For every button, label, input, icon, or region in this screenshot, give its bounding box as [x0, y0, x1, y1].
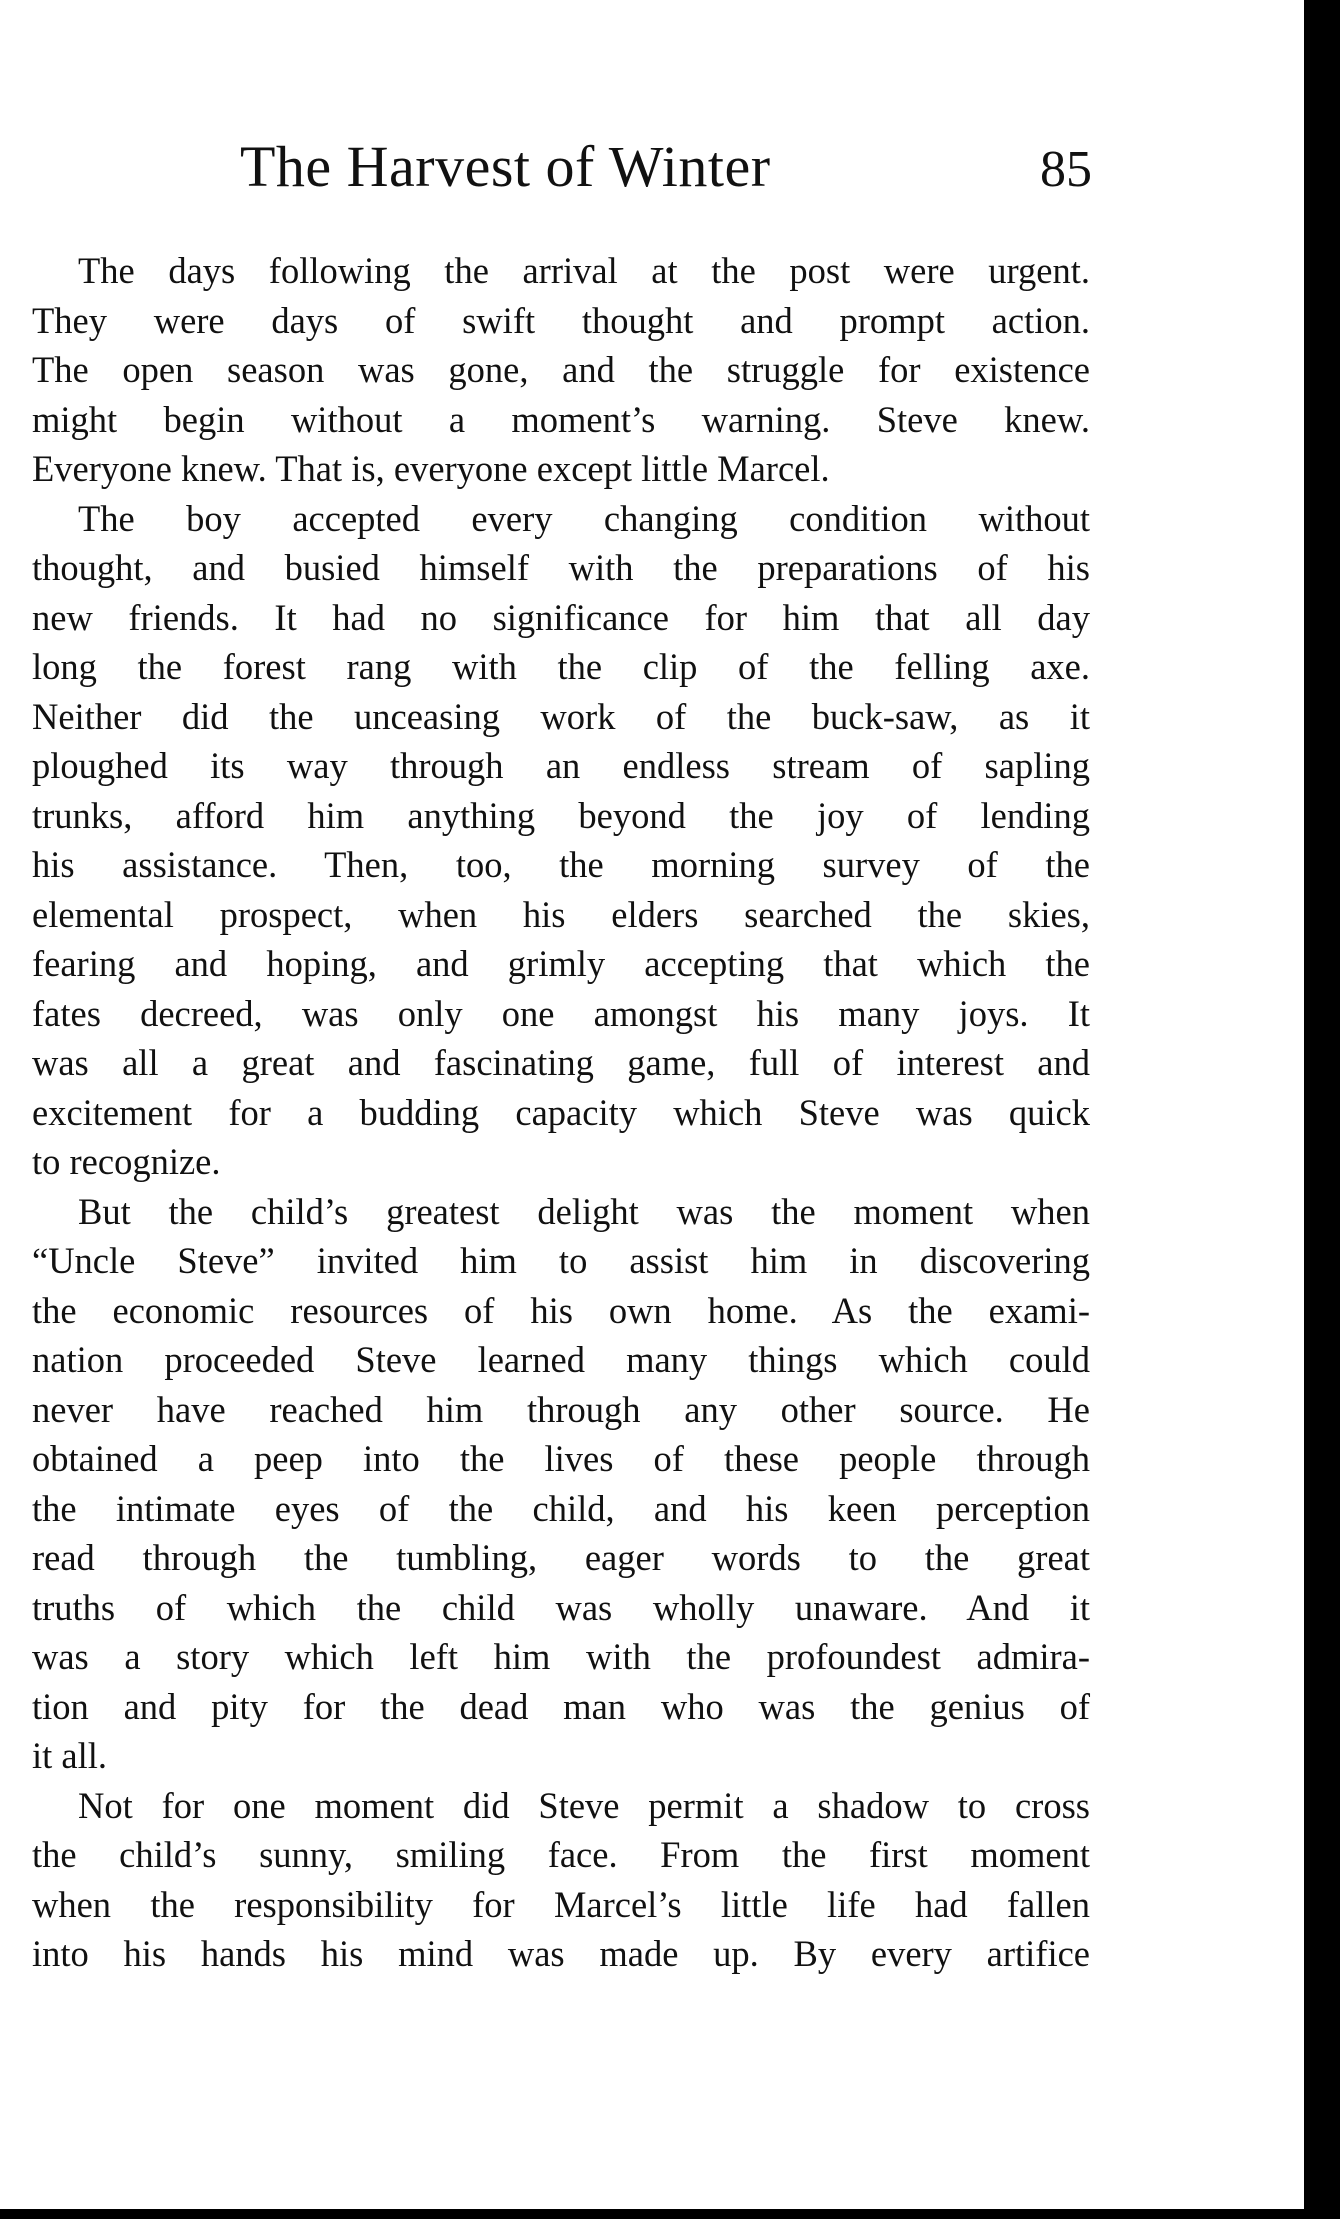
text-line: new friends. It had no significance for him that all day	[32, 596, 1090, 638]
text-line: was all a great and fascinating game, full of interest and	[32, 1042, 1090, 1083]
text-line: excitement for a budding capacity which Steve was quick	[32, 1091, 1090, 1133]
text-line: his assistance. Then, too, the morning survey of the	[32, 844, 1090, 885]
text-line: But the child’s greatest delight was the moment when	[78, 1190, 1090, 1232]
text-line: it all.	[32, 1735, 108, 1776]
text-line: the economic resources of his own home. As the exami-	[32, 1289, 1090, 1331]
text-line: obtained a peep into the lives of these people through	[32, 1438, 1090, 1479]
text-line: the child’s sunny, smiling face. From the first moment	[32, 1834, 1090, 1875]
body-text	[32, 246, 1090, 1979]
text-line: The boy accepted every changing condition without	[78, 497, 1090, 539]
paragraph-4	[32, 1781, 1090, 1979]
text-line: Neither did the unceasing work of the buck-saw, as it	[32, 695, 1090, 737]
text-line: when the responsibility for Marcel’s little life had fallen	[32, 1883, 1090, 1925]
text-line: long the forest rang with the clip of the felling axe.	[32, 646, 1090, 687]
text-line: nation proceeded Steve learned many things which could	[32, 1339, 1090, 1380]
text-line: fates decreed, was only one amongst his many joys. It	[32, 992, 1090, 1034]
text-line: thought, and busied himself with the preparations of his	[32, 547, 1090, 588]
paragraph-2	[32, 494, 1090, 1187]
text-line: to recognize.	[32, 1141, 221, 1182]
page-number: 85	[1040, 141, 1092, 198]
text-line: The days following the arrival at the post were urgent.	[78, 250, 1090, 291]
paragraph-1	[32, 246, 1090, 494]
text-line: “Uncle Steve” invited him to assist him in discovering	[32, 1240, 1090, 1281]
paragraph-3	[32, 1187, 1090, 1781]
text-line: The open season was gone, and the struggle for existence	[32, 349, 1090, 390]
text-line: truths of which the child was wholly unaware. And it	[32, 1586, 1090, 1628]
text-line: Not for one moment did Steve permit a shadow to cross	[78, 1784, 1090, 1826]
text-line: elemental prospect, when his elders searched the skies,	[32, 893, 1090, 935]
text-line: They were days of swift thought and prompt action.	[32, 299, 1090, 341]
text-line: read through the tumbling, eager words to the great	[32, 1537, 1090, 1578]
text-line: tion and pity for the dead man who was the genius of	[32, 1685, 1090, 1727]
text-line: fearing and hoping, and grimly accepting that which the	[32, 943, 1090, 984]
text-line: the intimate eyes of the child, and his keen perception	[32, 1487, 1090, 1529]
text-line: Everyone knew. That is, everyone except little Marcel.	[32, 448, 830, 489]
text-line: never have reached him through any other source. He	[32, 1388, 1090, 1430]
text-line: ploughed its way through an endless stream of sapling	[32, 745, 1090, 786]
scan-edge-right	[1304, 0, 1340, 2219]
text-line: might begin without a moment’s warning. Steve knew.	[32, 398, 1090, 440]
running-head-title: The Harvest of Winter	[240, 134, 771, 199]
text-line: was a story which left him with the profoundest admira-	[32, 1636, 1090, 1677]
scan-edge-bottom	[0, 2209, 1340, 2219]
text-line: into his hands his mind was made up. By every artifice	[32, 1933, 1090, 1974]
text-line: trunks, afford him anything beyond the joy of lending	[32, 794, 1090, 836]
